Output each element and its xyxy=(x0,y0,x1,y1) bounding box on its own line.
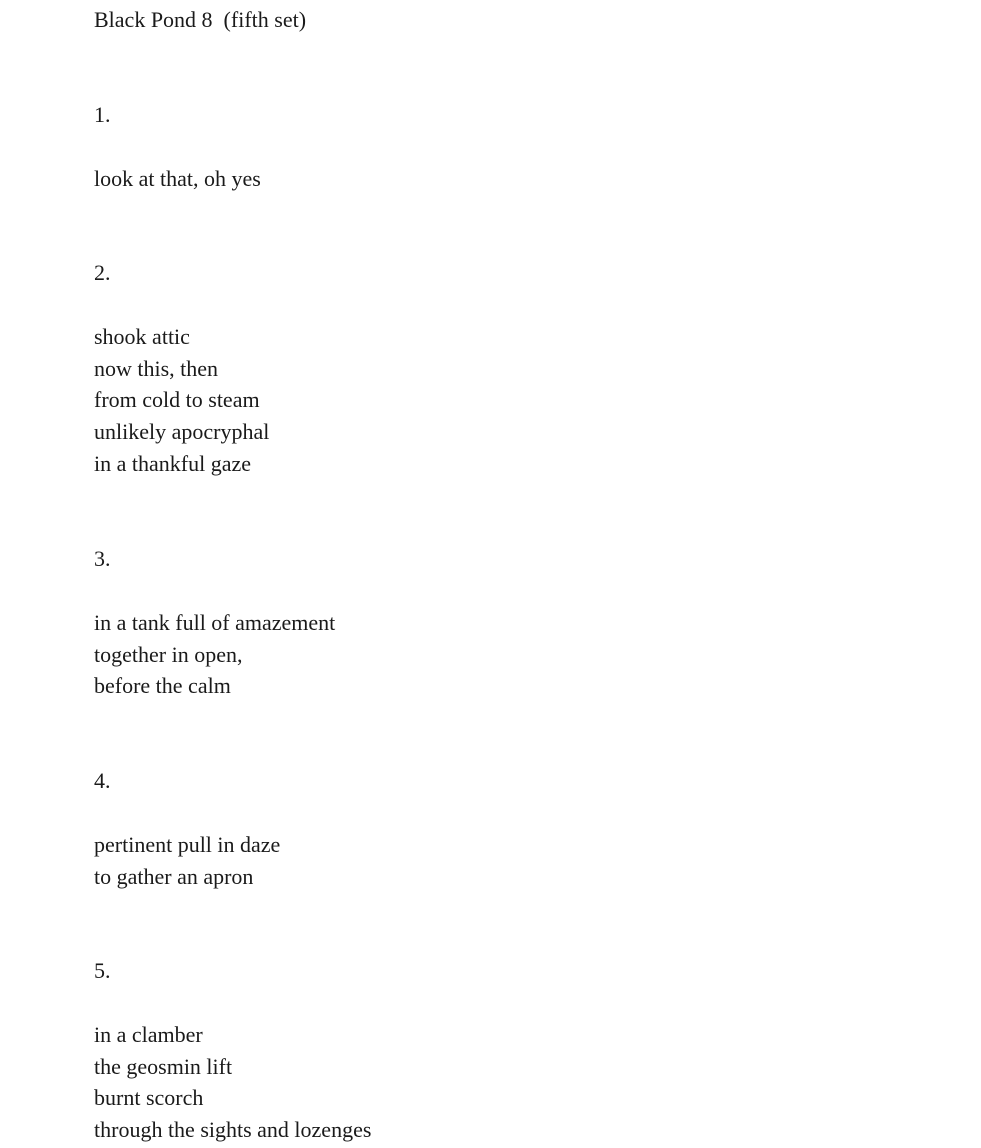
section-number: 3. xyxy=(94,546,111,571)
poem-line: through the sights and lozenges xyxy=(94,1117,372,1143)
poem-line: together in open, xyxy=(94,641,243,667)
stanza xyxy=(94,163,261,195)
stanza xyxy=(94,607,335,702)
poem-line: before the calm xyxy=(94,673,231,699)
poem-line: in a clamber xyxy=(94,1022,203,1047)
poem-line: look at that, oh yes xyxy=(94,166,261,191)
poem-line: pertinent pull in daze xyxy=(94,832,281,857)
poem-line: to gather an apron xyxy=(94,863,254,889)
poem-line: shook attic xyxy=(94,324,190,349)
poem-line: in a thankful gaze xyxy=(94,450,251,476)
section-number: 5. xyxy=(94,958,111,983)
poem-line: burnt scorch xyxy=(94,1085,204,1111)
poem-line: from cold to steam xyxy=(94,387,260,413)
section-number: 4. xyxy=(94,768,111,793)
poem-line: the geosmin lift xyxy=(94,1053,233,1079)
poem-title: Black Pond 8 (fifth set) xyxy=(94,7,307,32)
poem-line: unlikely apocryphal xyxy=(94,419,270,445)
section-number: 2. xyxy=(94,260,111,285)
poem-line: now this, then xyxy=(94,355,219,381)
stanza xyxy=(94,829,280,892)
section-number: 1. xyxy=(94,102,111,127)
poem-line: in a tank full of amazement xyxy=(94,610,336,635)
stanza xyxy=(94,321,269,480)
stanza xyxy=(94,1019,371,1146)
